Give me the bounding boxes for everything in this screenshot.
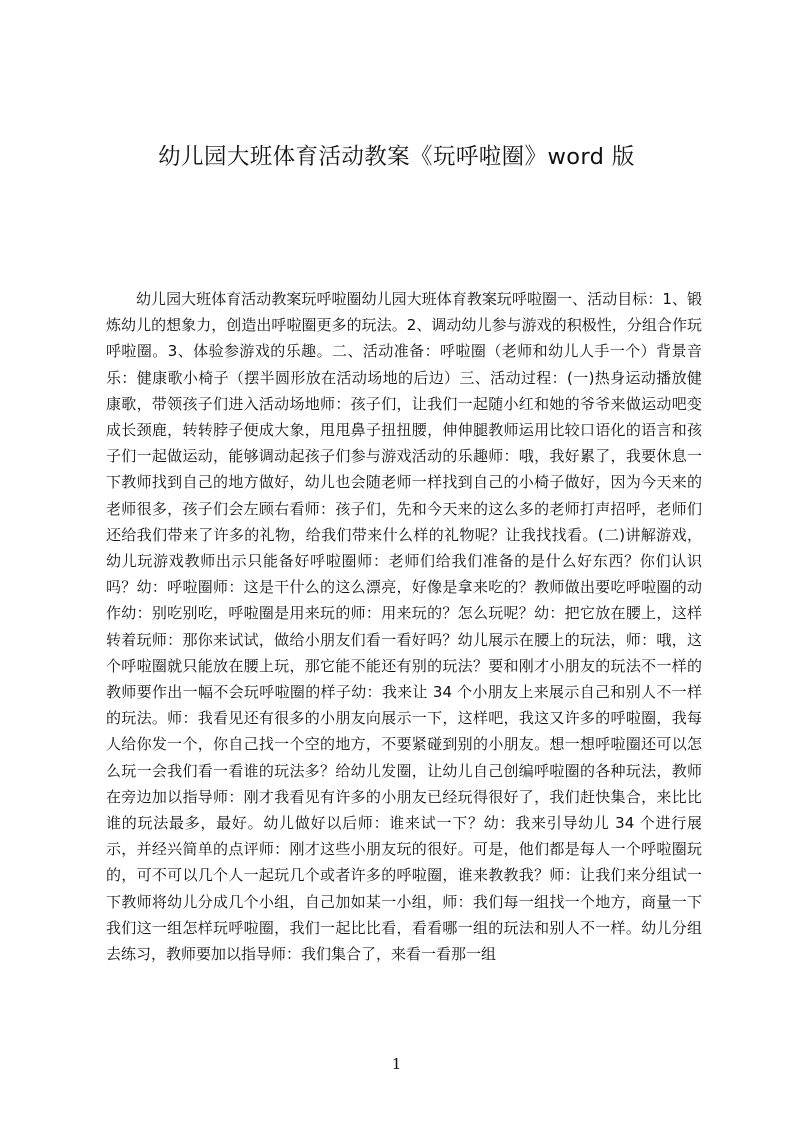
document-body-paragraph: 幼儿园大班体育活动教案玩呼啦圈幼儿园大班体育教案玩呼啦圈一、活动目标：1、锻炼幼儿的想象力，创造出呼啦圈更多的玩法。2、调动幼儿参与游戏的积极性，分组合作玩呼啦圈。3、体验参游戏的乐趣。二、活动准备：呼啦圈（老师和幼儿人手一个）背景音乐：健康歌小椅子（摆半圆形放在活动场地的后边）三、活动过程：(一)热身运动播放健康歌，带领孩子们进入活动场地师：孩子们，让我们一起随小红和她的爷爷来做运动吧变成长颈鹿，转转脖子便成大象，甩甩鼻子扭扭腰，伸伸腿教师运用比较口语化的语言和孩子们一起做运动，能够调动起孩子们参与游戏活动的乐趣师：哦，我好累了，我要休息一下教师找到自己的地方做好，幼儿也会随老师一样找到自己的小椅子做好，因为今天来的老师很多，孩子们会左顾右看师：孩子们，先和今天来的这么多的老师打声招呼，老师们还给我们带来了许多的礼物，给我们带来什么样的礼物呢？让我找找看。(二)讲解游戏，幼儿玩游戏教师出示只能备好呼啦圈师：老师们给我们准备的是什么好东西？你们认识吗？幼：呼啦圈师：这是干什么的这么漂亮，好像是拿来吃的？教师做出要吃呼啦圈的动作幼：别吃别吃，呼啦圈是用来玩的师：用来玩的？怎么玩呢？幼：把它放在腰上，这样转着玩师：那你来试试，做给小朋友们看一看好吗？幼儿展示在腰上的玩法，师：哦，这个呼啦圈就只能放在腰上玩，那它能不能还有别的玩法？要和刚才小朋友的玩法不一样的教师要作出一幅不会玩呼啦圈的样子幼：我来让 34 个小朋友上来展示自己和别人不一样的玩法。师：我看见还有很多的小朋友向展示一下，这样吧，我这又许多的呼啦圈，我每人给你发一个，你自己找一个空的地方，不要紧碰到别的小朋友。想一想呼啦圈还可以怎么玩一会我们看一看谁的玩法多？给幼儿发圈，让幼儿自己创编呼啦圈的各种玩法，教师在旁边加以指导师：刚才我看见有许多的小朋友已经玩得很好了，我们赶快集合，来比比谁的玩法最多，最好。幼儿做好以后师：谁来试一下？幼：我来引导幼儿 34 个进行展示，并经兴简单的点评师：刚才这些小朋友玩的很好。可是，他们都是每人一个呼啦圈玩的，可不可以几个人一起玩几个或者许多的呼啦圈，谁来教教我？师：让我们来分组试一下教师将幼儿分成几个小组，自己加如某一小组，师：我们每一组找一个地方，商量一下我们这一组怎样玩呼啦圈，我们一起比比看，看看哪一组的玩法和别人不一样。幼儿分组去练习，教师要加以指导师：我们集合了，来看一看那一组 bbox=[106, 290, 702, 964]
document-title: 幼儿园大班体育活动教案《玩呼啦圈》word 版 bbox=[158, 144, 635, 170]
page-number: 1 bbox=[391, 1055, 402, 1073]
